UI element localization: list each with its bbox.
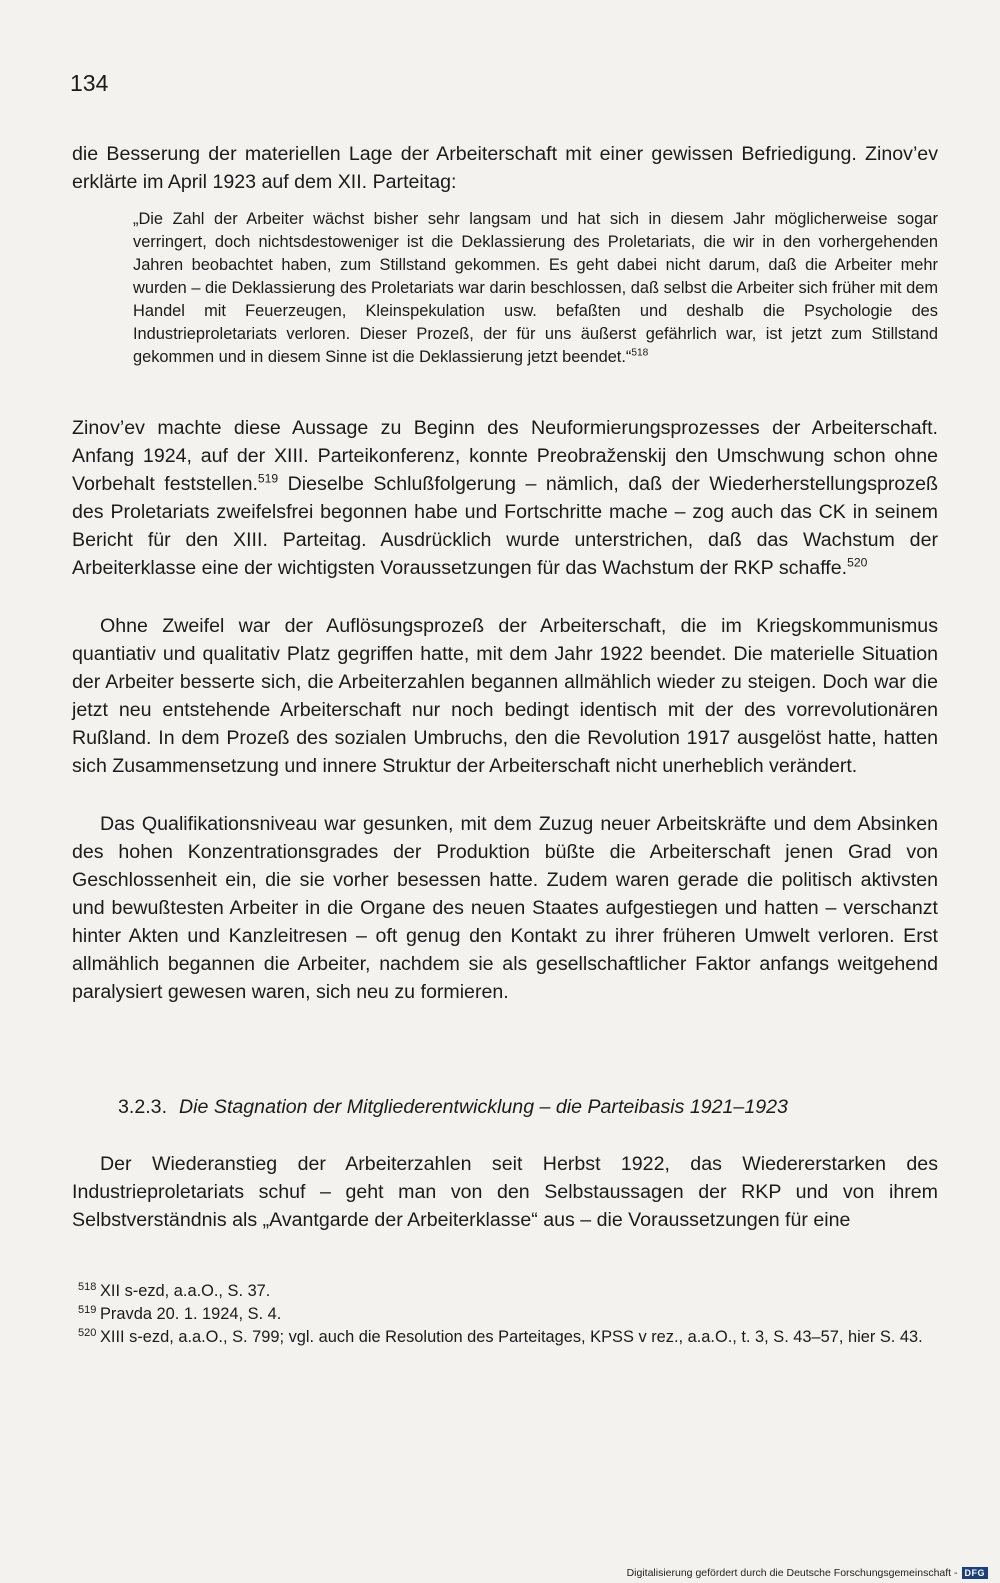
footnote-text: XII s-ezd, a.a.O., S. 37.: [100, 1282, 271, 1300]
footnote-520: [78, 1326, 938, 1349]
digitization-credit-text: Digitalisierung gefördert durch die Deutsche Forschungsgemeinschaft -: [626, 1567, 958, 1579]
paragraph-qualifikation: [72, 810, 938, 1006]
footnote-number: 519: [78, 1304, 97, 1316]
digitization-credit: [627, 1567, 988, 1579]
paragraph-zinovev-text-b: Dieselbe Schlußfolgerung – nämlich, daß der Wiederherstellungsprozeß des Proletariats zweifelsfrei begonnen habe und Fortschritte mache – zog auch das CK in seinem Bericht für den XIII. Parteitag. Ausdrücklich wurde unterstrichen, daß das Wachstum der Arbeiterklasse eine der wichtigsten Voraussetzungen für das Wachstum der RKP schaffe.: [72, 473, 938, 579]
footnote-number: 518: [78, 1281, 97, 1293]
footnote-ref-520: 520: [847, 555, 868, 570]
paragraph-ohne-zweifel-text: Ohne Zweifel war der Auflösungsprozeß der Arbeiterschaft, die im Kriegskommunismus quantiativ und qualitativ Platz gegriffen hatte, mit dem Jahr 1922 beendet. Die materielle Situation der Arbeiter besserte sich, die Arbeiterzahlen begannen allmählich wieder zu steigen. Doch war die jetzt neu entstehende Arbeiterschaft nur noch bedingt identisch mit der des vorrevolutionären Rußland. In dem Prozeß des sozialen Umbruchs, den die Revolution 1917 ausgelöst hatte, hatten sich Zusammensetzung und innere Struktur der Arbeiterschaft nicht unerheblich verändert.: [72, 615, 938, 777]
footnote-519: [78, 1303, 938, 1326]
footnote-text: Pravda 20. 1. 1924, S. 4.: [100, 1305, 282, 1323]
block-quote-text: „Die Zahl der Arbeiter wächst bisher sehr langsam und hat sich in diesem Jahr möglicherweise sogar verringert, doch nichtsdestoweniger ist die Deklassierung des Proletariats, die wir in den vorhergehenden Jahren beobachtet haben, zum Stillstand gekommen. Es geht dabei nicht darum, daß die Arbeiter mehr wurden – die Deklassierung des Proletariats war darin beschlossen, daß selbst die Arbeiter sich früher mit dem Handel mit Feuerzeugen, Kleinspekulation usw. befaßten und deshalb die Psychologie des Industrieproletariats verloren. Dieser Prozeß, der für uns äußerst gefährlich war, ist jetzt zum Stillstand gekommen und in diesem Sinne ist die Deklassierung jetzt beendet.“: [133, 210, 938, 366]
paragraph-zinovev-text-a: Zinov’ev machte diese Aussage zu Beginn des Neuformierungsprozesses der Arbeiterschaft. Anfang 1924, auf der XIII. Parteikonferenz, konnte Preobraženskij den Umschwung schon ohne Vorbehalt feststellen.: [72, 417, 938, 495]
footnote-number: 520: [78, 1327, 97, 1339]
paragraph-intro: [72, 140, 938, 196]
footnotes-list: [78, 1280, 938, 1349]
page-number: 134: [70, 70, 109, 96]
footnote-ref-518: 518: [631, 347, 649, 359]
dfg-logo: DFG: [962, 1567, 989, 1579]
section-heading: [118, 1093, 788, 1121]
footnote-text: XIII s-ezd, a.a.O., S. 799; vgl. auch die Resolution des Parteitages, KPSS v rez., a.a.O., t. 3, S. 43–57, hier S. 43.: [100, 1328, 923, 1346]
paragraph-wiederanstieg-text: Der Wiederanstieg der Arbeiterzahlen seit Herbst 1922, das Wiedererstarken des Industrieproletariats schuf – geht man von den Selbstaussagen der RKP und von ihrem Selbstverständnis als „Avantgarde der Arbeiterklasse“ aus – die Voraussetzungen für eine: [72, 1153, 938, 1231]
section-number: 3.2.3.: [118, 1096, 168, 1118]
section-title: Die Stagnation der Mitgliederentwicklung – die Parteibasis 1921–1923: [179, 1096, 788, 1118]
paragraph-wiederanstieg: [72, 1150, 938, 1234]
paragraph-zinovev: [72, 414, 938, 582]
footnote-518: [78, 1280, 938, 1303]
block-quote: [133, 208, 938, 369]
paragraph-intro-text: die Besserung der materiellen Lage der Arbeiterschaft mit einer gewissen Befriedigung. Zinov’ev erklärte im April 1923 auf dem XII. Parteitag:: [72, 143, 938, 193]
footnote-ref-519: 519: [257, 471, 279, 486]
paragraph-qualifikation-text: Das Qualifikationsniveau war gesunken, mit dem Zuzug neuer Arbeitskräfte und dem Absinken des hohen Konzentrationsgrades der Produktion büßte die Arbeiterschaft jenen Grad von Geschlossenheit ein, die sie vorher besessen hatte. Zudem waren gerade die politisch aktivsten und bewußtesten Arbeiter in die Organe des neuen Staates aufgestiegen und hatten – verschanzt hinter Akten und Kanzleitresen – oft genug den Kontakt zu ihrer früheren Umwelt verloren. Erst allmählich begannen die Arbeiter, nachdem sie als gesellschaftlicher Faktor anfangs weitgehend paralysiert gewesen waren, sich neu zu formieren.: [72, 813, 938, 1003]
paragraph-ohne-zweifel: [72, 612, 938, 780]
